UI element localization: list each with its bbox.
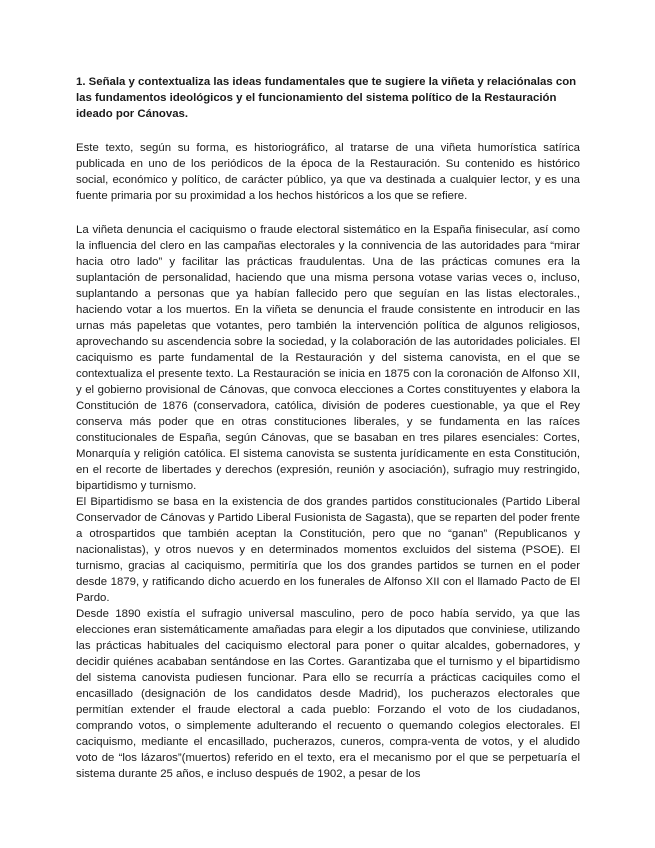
document-body [76,74,580,782]
paragraph-sufragio: Desde 1890 existía el sufragio universal masculino, pero de poco había servido, ya que las elecciones eran sistemáticamente amañadas para elegir a los diputados que conviniese, utilizando las prácticas habituales del caciquismo electoral para poner o quitar alcaldes, gobernadores, y decidir quiénes acababan sentándose en las Cortes. Garantizaba que el turnismo y el bipartidismo del sistema canovista pudiesen funcionar. Para ello se recurría a prácticas caciquiles como el encasillado (designación de los candidatos desde Madrid), los pucherazos electorales que permitían extender el fraude electoral a cada pueblo: Forzando el voto de los ciudadanos, comprando votos, o simplemente adulterando el recuento o quemando colegios electorales. El caciquismo, mediante el encasillado, pucherazos, cuneros, compra-venta de votos, y el aludido voto de “los lázaros”(muertos) referido en el texto, era el mecanismo por el que se perpetuaría el sistema durante 25 años, e incluso después de 1902, a pesar de los [76,608,580,780]
question-heading: 1. Señala y contextualiza las ideas fundamentales que te sugiere la viñeta y relaciónalas con las fundamentos ideológicos y el funcionamiento del sistema político de la Restauración ideado por Cánovas. [76,76,577,120]
paragraph-intro: Este texto, según su forma, es historiográfico, al tratarse de una viñeta humorística satírica publicada en uno de los periódicos de la época de la Restauración. Su contenido es histórico social, económico y político, de carácter público, ya que va destinada a cualquier lector, y es una fuente primaria por su proximidad a los hechos históricos a los que se refiere. [76,142,580,202]
paragraph-caciquismo: La viñeta denuncia el caciquismo o fraude electoral sistemático en la España finisecular, así como la influencia del clero en las campañas electorales y la connivencia de las autoridades para “mirar hacia otro lado” y facilitar las prácticas fraudulentas. Una de las prácticas comunes era la suplantación de personalidad, haciendo que una misma persona votase varias veces o, incluso, suplantando a personas que ya habían fallecido pero que seguían en las listas electorales., haciendo votar a los muertos. En la viñeta se denuncia el fraude consistente en introducir en las urnas más papeletas que votantes, pero también la intervención política de algunos religiosos, aprovechando su ascendencia sobre la sociedad, y la colaboración de las autoridades policiales. El caciquismo es parte fundamental de la Restauración y del sistema canovista, en el que se contextualiza el presente texto. La Restauración se inicia en 1875 con la coronación de Alfonso XII, y el gobierno provisional de Cánovas, que convoca elecciones a Cortes constituyentes y elabora la Constitución de 1876 (conservadora, católica, división de poderes cuestionable, ya que el Rey conserva más poder que en otras constituciones liberales, y se fundamenta en las raíces constitucionales de España, según Cánovas, que se basaban en tres pilares esenciales: Cortes, Monarquía y religión católica. El sistema canovista se sustenta jurídicamente en esta Constitución, en el recorte de libertades y derechos (expresión, reunión y asociación), sufragio muy restringido, bipartidismo y turnismo. [76,224,580,492]
paragraph-bipartidismo: El Bipartidismo se basa en la existencia de dos grandes partidos constitucionales (Partido Liberal Conservador de Cánovas y Partido Liberal Fusionista de Sagasta), que se reparten del poder frente a otrospartidos que también aceptan la Constitución, pero que no “ganan” (Republicanos y nacionalistas), y otros nuevos y en determinados momentos excluidos del sistema (PSOE). El turnismo, gracias al caciquismo, permitiría que los dos grandes partidos se turnen en el poder desde 1879, y ratificando dicho acuerdo en los funerales de Alfonso XII con el llamado Pacto de El Pardo. [76,496,580,604]
